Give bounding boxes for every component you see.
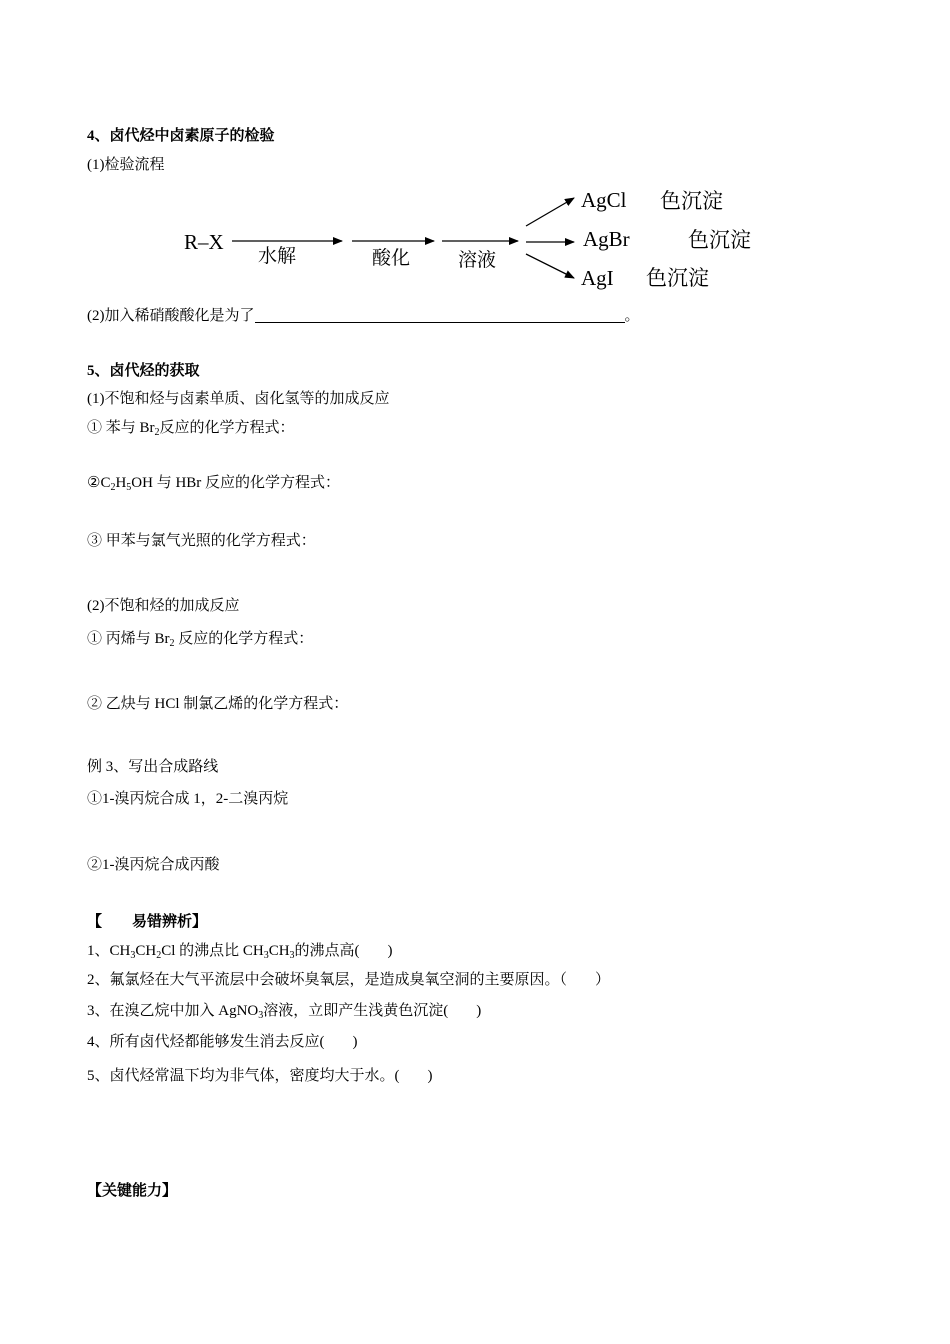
flow-step-solution: 溶液 (458, 250, 497, 271)
key-ability-title: 【关键能力】 (87, 1183, 178, 1199)
question-propene-br2: ① 丙烯与 $Br_2$ 反应的化学方程式： (87, 631, 314, 649)
flow-product-agi-color: 色沉淀 (646, 266, 709, 290)
section5-sub1: (1)不饱和烃与卤素单质、卤化氢等的加成反应 (87, 391, 390, 407)
acidify-purpose-question: (2)加入稀硝酸酸化是为了 。 (87, 308, 640, 324)
error-analysis-title: 【 易错辨析】 (87, 914, 208, 930)
error-item-2: 2、氟氯烃在大气平流层中会破坏臭氧层，是造成臭氧空洞的主要原因。（ ） (87, 972, 611, 988)
flow-product-agi: AgI (581, 266, 614, 290)
flow-step-hydrolysis: 水解 (258, 246, 297, 267)
flow-product-agcl: AgCl (581, 188, 627, 212)
test-flow-diagram (180, 186, 780, 296)
section4-flow-label: (1)检验流程 (87, 157, 165, 173)
example3-item2: ②1-溴丙烷合成丙酸 (87, 857, 220, 873)
flow-arrow-agi (526, 254, 574, 278)
question-ethanol-hbr: $②C_2H_5OH$ 与 HBr 反应的化学方程式： (87, 475, 341, 493)
example3-item1: ①1-溴丙烷合成 1，2-二溴丙烷 (87, 791, 289, 807)
question-toluene-cl2: ③ 甲苯与氯气光照的化学方程式： (87, 533, 316, 549)
flow-arrow-agcl (526, 198, 574, 226)
error-item-4: 4、所有卤代烃都能够发生消去反应( ) (87, 1034, 358, 1050)
section5-title: 5、卤代烃的获取 (87, 363, 200, 379)
flow-start-rx: R–X (184, 230, 224, 254)
example3-title: 例 3、写出合成路线 (87, 759, 219, 775)
question-benzene-br2: ① 苯与 $Br_2$反应的化学方程式： (87, 420, 295, 438)
flow-product-agbr-color: 色沉淀 (688, 228, 751, 252)
flow-product-agbr: AgBr (583, 227, 630, 251)
question-acetylene-hcl: ② 乙炔与 HCl 制氯乙烯的化学方程式： (87, 696, 349, 712)
flow-step-acidify: 酸化 (372, 248, 411, 269)
answer-blank[interactable] (255, 308, 625, 323)
section4-title: 4、卤代烃中卤素原子的检验 (87, 128, 275, 144)
error-item-5: 5、卤代烃常温下均为非气体，密度均大于水。( ) (87, 1068, 433, 1084)
error-item-1: 1、$CH_3CH_2Cl$ 的沸点比 $CH_3CH_3$的沸点高( ) (87, 943, 393, 961)
flow-product-agcl-color: 色沉淀 (660, 189, 723, 213)
section5-sub2: (2)不饱和烃的加成反应 (87, 598, 240, 614)
error-item-3: 3、在溴乙烷中加入 AgNO$_3$溶液，立即产生浅黄色沉淀( ) (87, 1003, 482, 1021)
